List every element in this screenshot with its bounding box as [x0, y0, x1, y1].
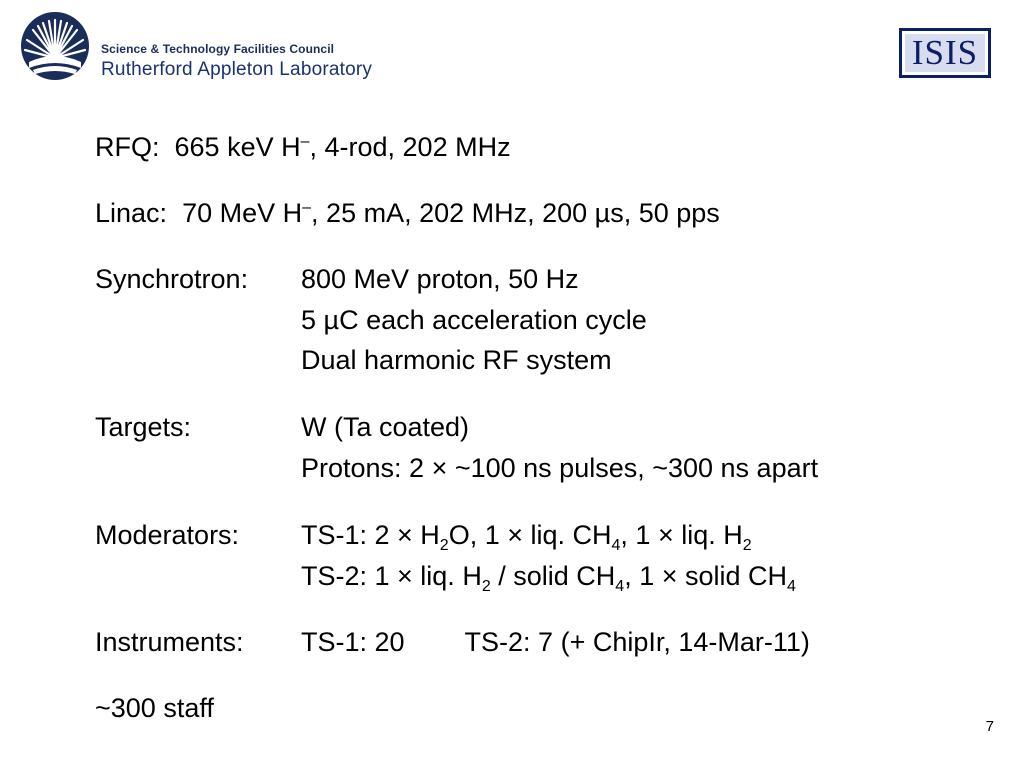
instruments-ts1: TS-1: 20 — [301, 627, 405, 657]
council-name: Science & Technology Facilities Council — [101, 42, 335, 56]
synchrotron-label: Synchrotron: — [95, 264, 249, 294]
moderators-ts2: TS-2: 1 × liq. $H_2$ / solid $CH_4$, 1 × solid $CH_4$ — [301, 561, 796, 595]
targets-line-1: W (Ta coated) — [301, 412, 470, 442]
rfq-text: 665 keV H–, 4-rod, 202 MHz — [174, 132, 511, 162]
staff-line: ~300 staff — [95, 693, 214, 723]
synchrotron-line-1: 800 MeV proton, 50 Hz — [301, 264, 579, 294]
instruments-ts2: TS-2: 7 (+ ChipIr, 14-Mar-11) — [464, 627, 810, 657]
instruments-values — [301, 626, 810, 658]
isis-logo-text: ISIS — [905, 34, 985, 72]
rfq-label: RFQ: — [95, 132, 160, 162]
synchrotron-line-2: 5 µC each acceleration cycle — [301, 305, 647, 335]
linac-line — [95, 197, 720, 229]
targets-label: Targets: — [95, 412, 192, 442]
rfq-line — [95, 131, 511, 163]
moderators-label: Moderators: — [95, 520, 240, 550]
laboratory-name: Rutherford Appleton Laboratory — [101, 59, 373, 80]
targets-line-2: Protons: 2 × ~100 ns pulses, ~300 ns apart — [301, 453, 819, 483]
linac-label: Linac: — [95, 198, 168, 228]
linac-text: 70 MeV H–, 25 mA, 202 MHz, 200 µs, 50 pps — [182, 198, 720, 228]
moderators-ts1: TS-1: $2 \times H_2O$, 1 × liq. $CH_4$, 1 × liq. $H_2$ — [301, 520, 752, 554]
page-number: 7 — [985, 718, 994, 735]
instruments-label: Instruments: — [95, 627, 244, 657]
synchrotron-line-3: Dual harmonic RF system — [301, 345, 612, 375]
